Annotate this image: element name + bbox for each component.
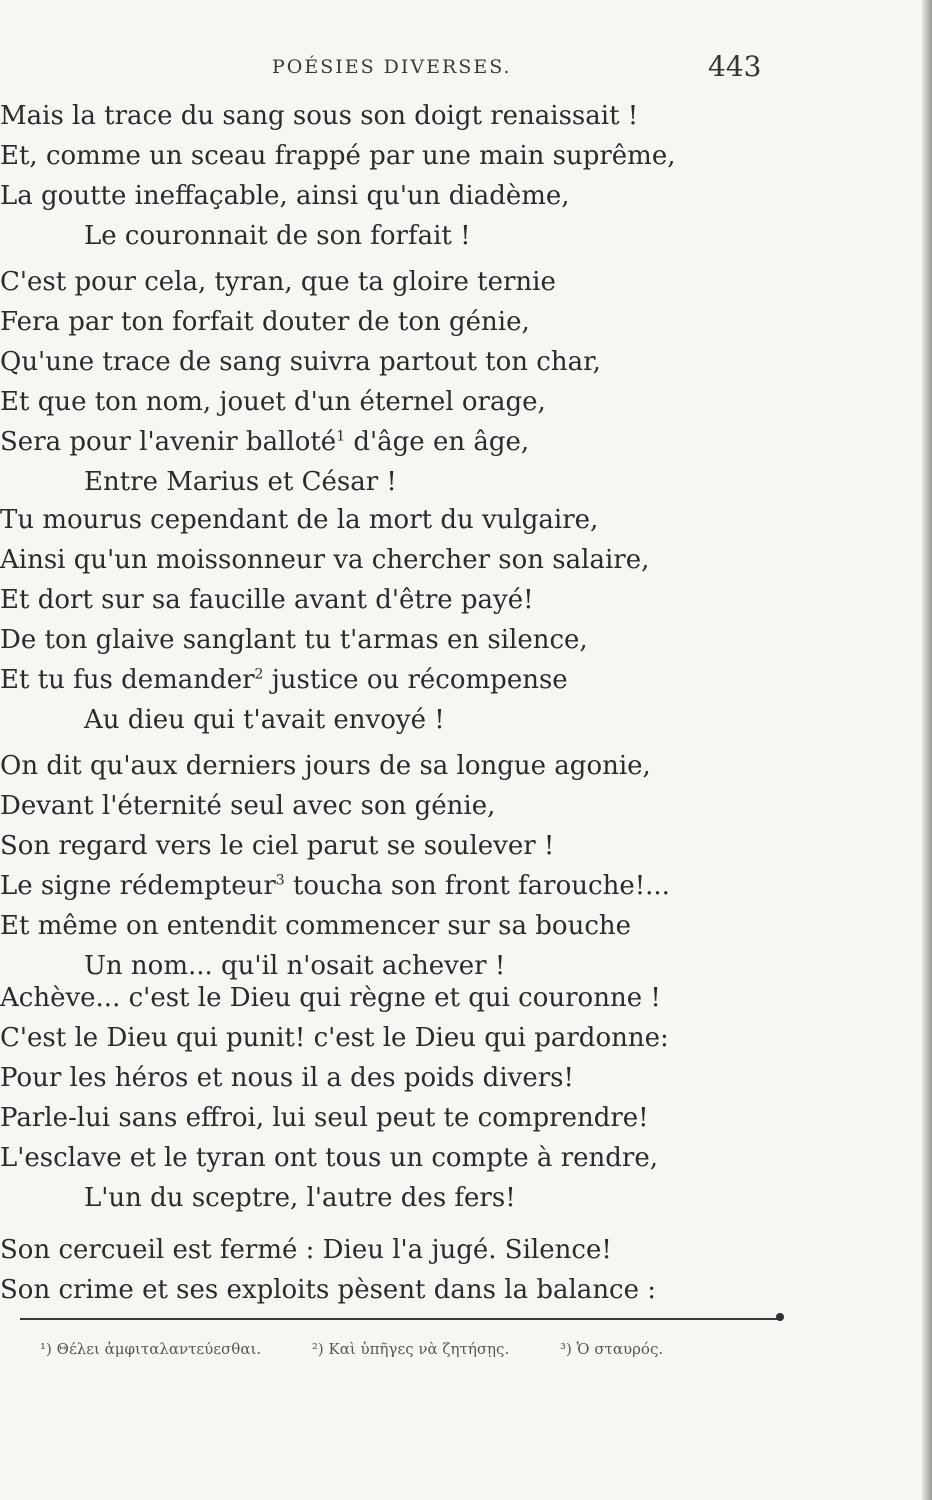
verse-line <box>0 262 800 302</box>
verse-text: Et dort sur sa faucille avant d'être payé! <box>0 585 534 615</box>
verse-text: Qu'une trace de sang suivra partout ton char, <box>0 347 601 377</box>
verse-text: L'un du sceptre, l'autre des fers! <box>84 1183 516 1213</box>
verse-text: Un nom... qu'il n'osait achever ! <box>84 951 506 981</box>
footnote-3 <box>560 1340 663 1358</box>
footnote-marker: ²) <box>311 1340 324 1358</box>
verse-line <box>0 580 800 620</box>
footnote-rule <box>20 1318 782 1320</box>
footnote-marker: ¹) <box>40 1340 52 1358</box>
verse-line <box>0 1058 800 1098</box>
page-number: 443 <box>708 50 762 83</box>
verse-line <box>0 1178 800 1218</box>
verse-line <box>0 136 800 176</box>
verse-line <box>0 342 800 382</box>
footnote-1 <box>40 1340 261 1358</box>
verse-line <box>0 826 800 866</box>
verse-line <box>0 660 800 700</box>
verse-text: Et tu fus demander <box>0 665 255 695</box>
verse-text: Pour les héros et nous il a des poids divers! <box>0 1063 574 1093</box>
stanza-2 <box>0 262 800 502</box>
verse-text: Parle-lui sans effroi, lui seul peut te comprendre! <box>0 1103 649 1133</box>
page-edge-shadow <box>922 0 932 1500</box>
verse-text: Son regard vers le ciel parut se soulever ! <box>0 831 555 861</box>
verse-text: On dit qu'aux derniers jours de sa longue agonie, <box>0 751 651 781</box>
footnote-reference: 3 <box>275 872 285 889</box>
verse-line <box>0 540 800 580</box>
footnote-marker: ³) <box>560 1340 572 1358</box>
verse-line <box>0 906 800 946</box>
verse-text: Et même on entendit commencer sur sa bouche <box>0 911 632 941</box>
verse-line <box>0 1138 800 1178</box>
verse-line <box>0 866 800 906</box>
verse-line <box>0 786 800 826</box>
footnote-reference: 1 <box>336 428 346 445</box>
verse-text: L'esclave et le tyran ont tous un compte à rendre, <box>0 1143 658 1173</box>
verse-text: C'est pour cela, tyran, que ta gloire ternie <box>0 267 556 297</box>
footnote-text: Θέλει ἀμφιταλαντεύεσθαι. <box>56 1340 262 1358</box>
stanza-1 <box>0 96 800 256</box>
verse-text-continued: justice ou récompense <box>263 665 568 695</box>
rule-ornament <box>776 1313 784 1321</box>
verse-line <box>0 1270 800 1310</box>
verse-text: Ainsi qu'un moissonneur va chercher son salaire, <box>0 545 650 575</box>
verse-text-continued: toucha son front farouche!... <box>284 871 670 901</box>
stanza-4 <box>0 746 800 986</box>
verse-line <box>0 96 800 136</box>
verse-text: Le couronnait de son forfait ! <box>84 221 471 251</box>
stanza-3 <box>0 500 800 740</box>
verse-text: Le signe rédempteur <box>0 871 276 901</box>
stanza-5 <box>0 978 800 1218</box>
verse-text: De ton glaive sanglant tu t'armas en silence, <box>0 625 588 655</box>
footnote-2 <box>312 1340 509 1358</box>
verse-text: Fera par ton forfait douter de ton génie, <box>0 307 530 337</box>
stanza-6 <box>0 1230 800 1310</box>
verse-text: Devant l'éternité seul avec son génie, <box>0 791 496 821</box>
verse-line <box>0 620 800 660</box>
footnote-text: Ὁ σταυρός. <box>576 1340 664 1358</box>
running-title: POÉSIES DIVERSES. <box>272 56 512 78</box>
verse-line <box>0 382 800 422</box>
verse-text: Achève... c'est le Dieu qui règne et qui couronne ! <box>0 983 661 1013</box>
verse-line <box>0 1018 800 1058</box>
verse-text: Et que ton nom, jouet d'un éternel orage, <box>0 387 546 417</box>
verse-text: La goutte ineffaçable, ainsi qu'un diadème, <box>0 181 570 211</box>
verse-text: Son crime et ses exploits pèsent dans la balance : <box>0 1275 657 1305</box>
footnotes <box>40 1340 709 1358</box>
verse-line <box>0 462 800 502</box>
verse-line <box>0 302 800 342</box>
verse-line <box>0 176 800 216</box>
verse-line <box>0 216 800 256</box>
verse-text-continued: d'âge en âge, <box>345 427 530 457</box>
verse-line <box>0 422 800 462</box>
verse-line <box>0 700 800 740</box>
verse-line <box>0 500 800 540</box>
verse-text: Son cercueil est fermé : Dieu l'a jugé. Silence! <box>0 1235 612 1265</box>
verse-line <box>0 978 800 1018</box>
verse-text: Sera pour l'avenir balloté <box>0 427 337 457</box>
verse-line <box>0 746 800 786</box>
verse-line <box>0 1230 800 1270</box>
verse-text: Mais la trace du sang sous son doigt renaissait ! <box>0 101 639 131</box>
footnote-reference: 2 <box>254 666 264 683</box>
verse-text: Au dieu qui t'avait envoyé ! <box>84 705 445 735</box>
verse-line <box>0 1098 800 1138</box>
verse-text: Tu mourus cependant de la mort du vulgaire, <box>0 505 599 535</box>
verse-text: Entre Marius et César ! <box>84 467 397 497</box>
verse-text: Et, comme un sceau frappé par une main suprême, <box>0 141 676 171</box>
footnote-text: Καὶ ὑπῆγες νὰ ζητήσῃς. <box>328 1340 510 1358</box>
verse-text: C'est le Dieu qui punit! c'est le Dieu qui pardonne: <box>0 1023 669 1053</box>
